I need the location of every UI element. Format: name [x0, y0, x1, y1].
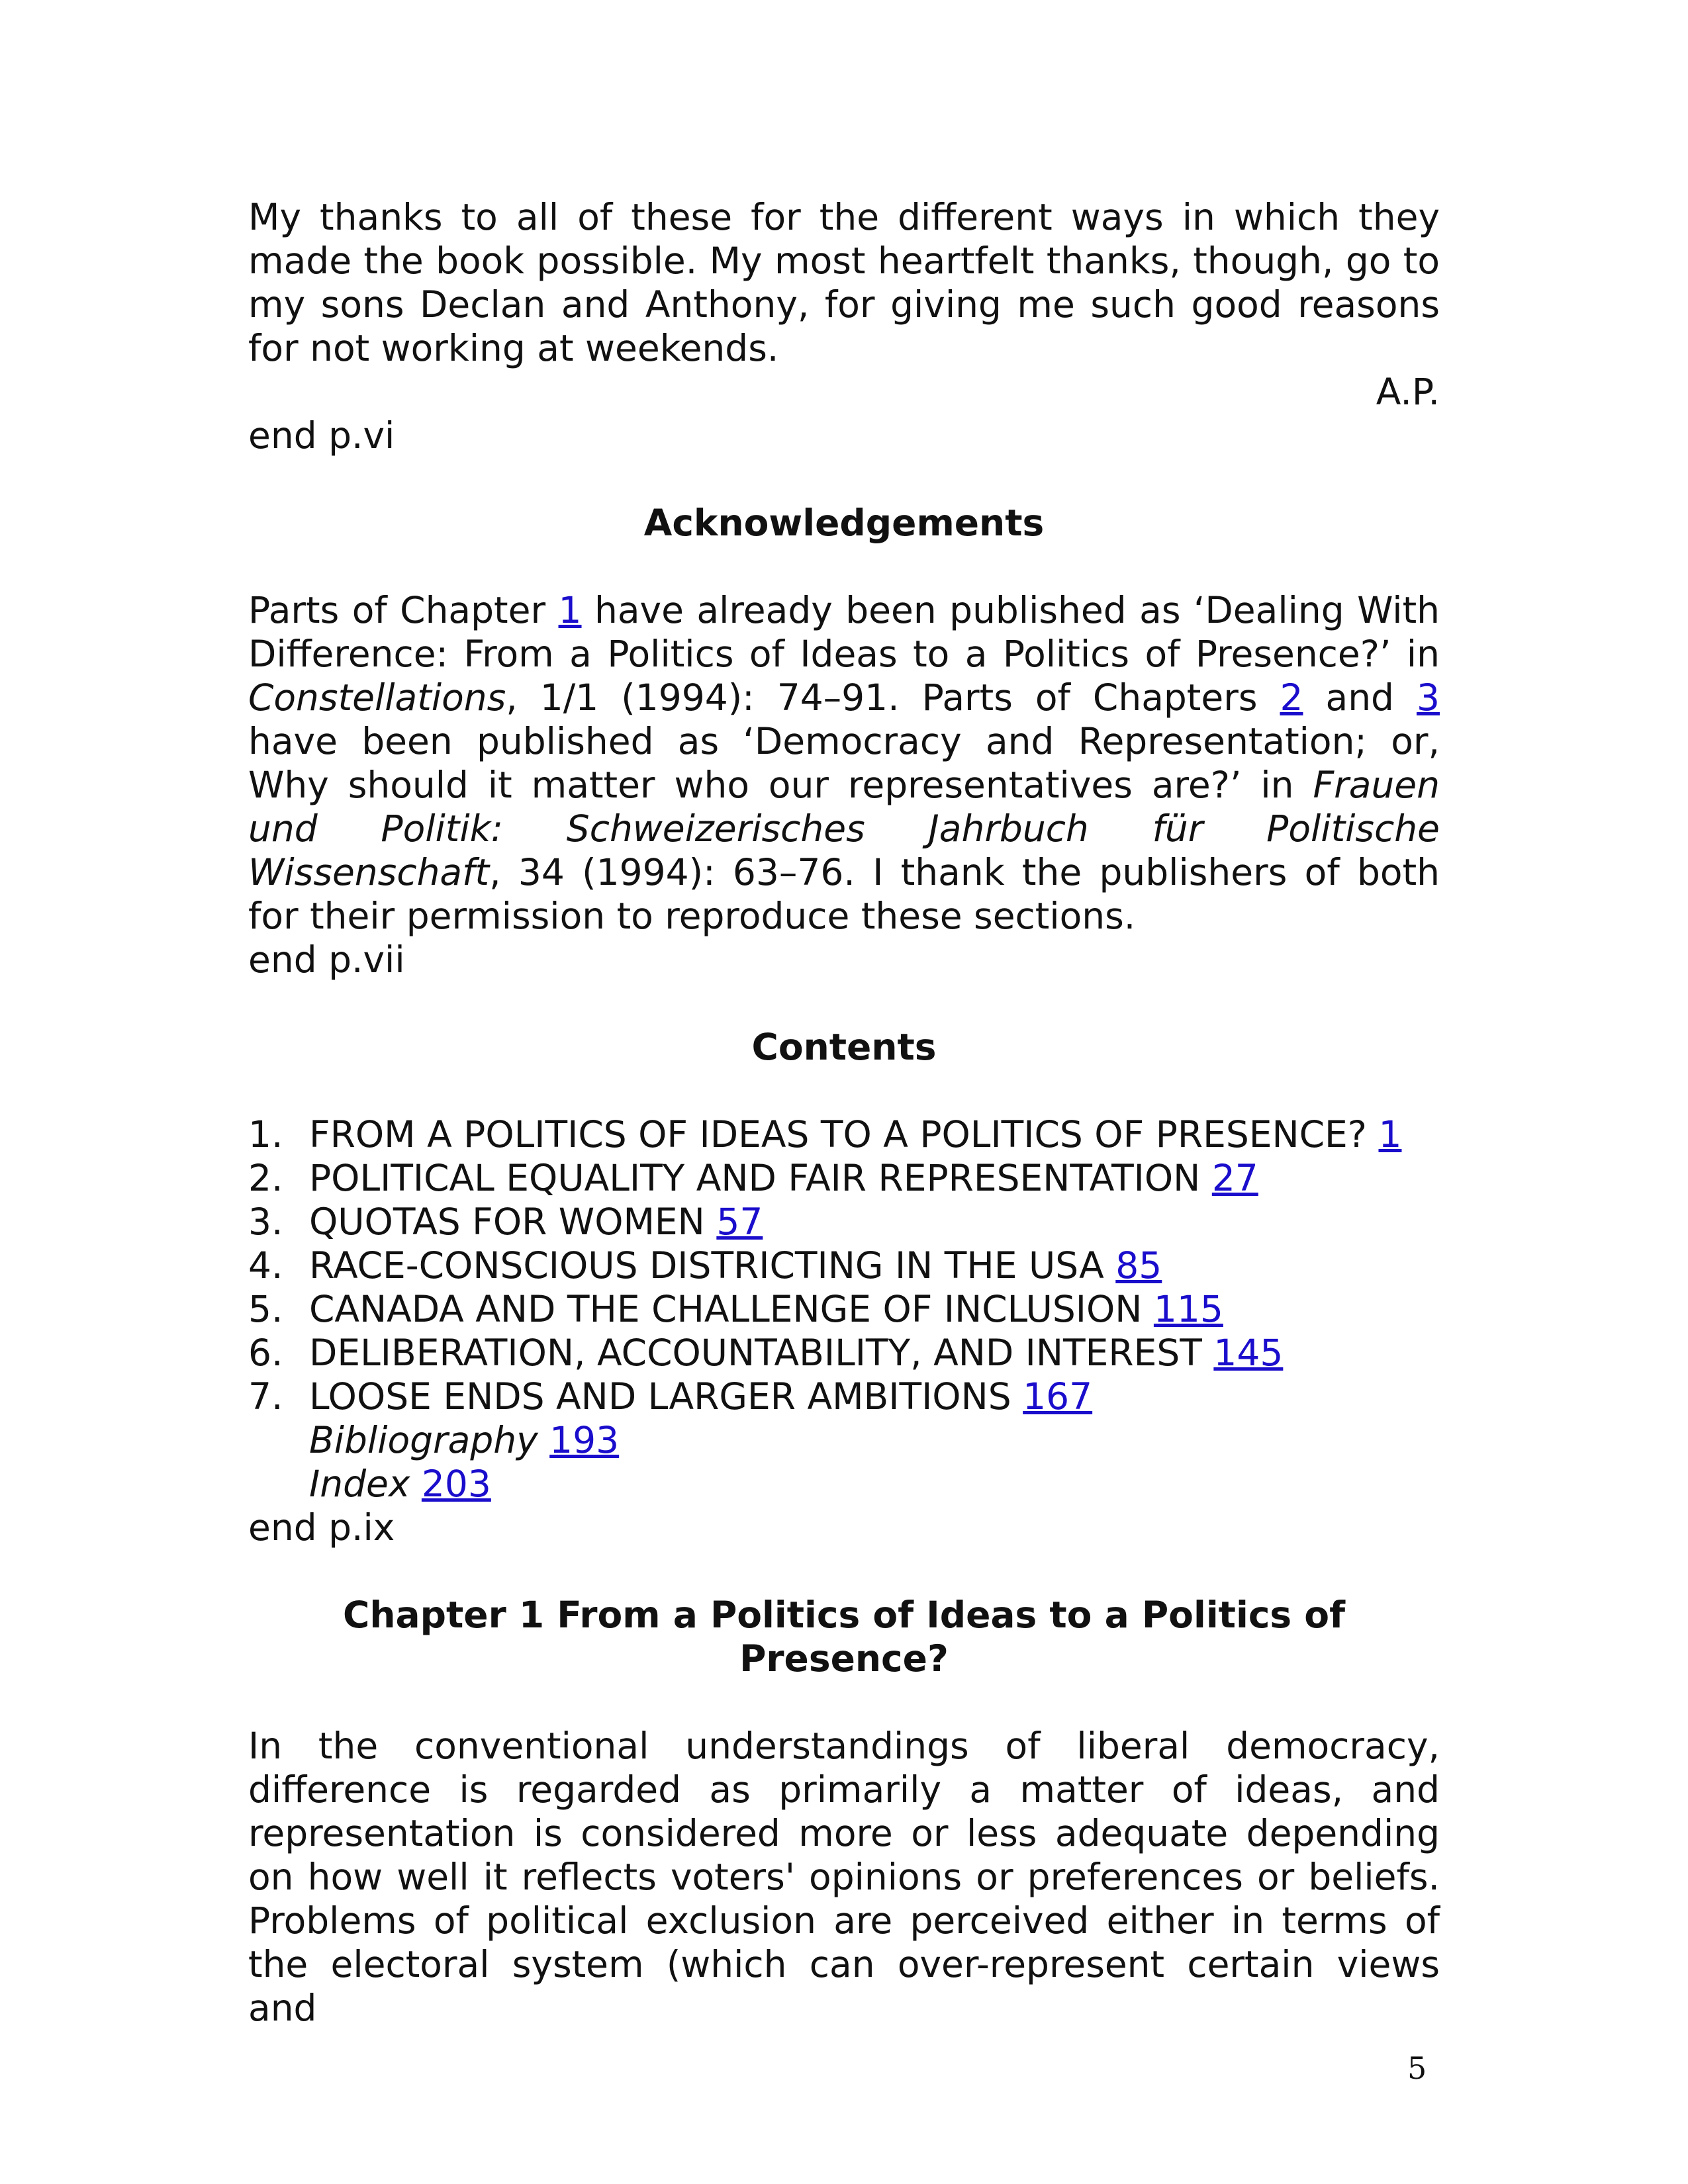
- toc-entry: [248, 1462, 1440, 1506]
- toc-entry: [248, 1200, 1440, 1244]
- contents-heading: Contents: [751, 1026, 937, 1068]
- toc-title: FROM A POLITICS OF IDEAS TO A POLITICS OF PRESENCE?: [309, 1113, 1367, 1156]
- spacer: [248, 457, 1440, 501]
- table-of-contents: [248, 1113, 1440, 1506]
- toc-entry-body: [309, 1462, 491, 1506]
- end-page-marker: end p.vi: [248, 414, 395, 457]
- toc-page-link[interactable]: 193: [549, 1419, 620, 1461]
- intro-paragraph: My thanks to all of these for the different ways in which they made the book possible. My most heartfelt thanks, though, go to my sons Declan and Anthony, for giving me such good reasons for not working at weekends.: [248, 196, 1440, 369]
- toc-number: 7.: [248, 1375, 283, 1418]
- spacer: [248, 545, 1440, 588]
- toc-title: QUOTAS FOR WOMEN: [309, 1201, 705, 1243]
- toc-number: 6.: [248, 1332, 283, 1374]
- toc-entry: [248, 1244, 1440, 1287]
- spacer: [248, 1680, 1440, 1724]
- toc-entry-body: [309, 1418, 619, 1462]
- toc-page-link[interactable]: 115: [1153, 1288, 1223, 1330]
- toc-title: DELIBERATION, ACCOUNTABILITY, AND INTEREST: [309, 1332, 1202, 1374]
- toc-page-link[interactable]: 27: [1211, 1157, 1258, 1199]
- toc-title: CANADA AND THE CHALLENGE OF INCLUSION: [309, 1288, 1143, 1330]
- toc-page-link[interactable]: 1: [1378, 1113, 1402, 1156]
- page-number: 5: [1407, 2050, 1427, 2086]
- chapter-paragraph: In the conventional understandings of liberal democracy, difference is regarded as primarily a matter of ideas, and representation is considered more or less adequate depending on how well it reflects voters' opinions or preferences or beliefs. Problems of political exclusion are perceived either in terms of the electoral system (which can over-represent certain views and: [248, 1725, 1440, 2029]
- toc-number: 2.: [248, 1157, 283, 1199]
- toc-page-link[interactable]: 203: [421, 1463, 491, 1505]
- chapter-link[interactable]: 2: [1280, 676, 1303, 719]
- toc-page-link[interactable]: 57: [716, 1201, 763, 1243]
- toc-number: [248, 1462, 309, 1506]
- chapter-heading-line: Presence?: [739, 1637, 949, 1680]
- toc-entry-body: [309, 1287, 1223, 1331]
- text-run: and: [1303, 676, 1417, 719]
- toc-entry-body: [309, 1113, 1401, 1156]
- text-run: , 34 (1994): 63–76. I thank the publishers of both for their permission to reproduce these sections.: [248, 851, 1440, 937]
- text-run: have been published as ‘Democracy and Representation; or, Why should it matter who our representatives are?’ in: [248, 720, 1440, 806]
- end-page-marker: end p.ix: [248, 1506, 395, 1549]
- toc-title: RACE-CONSCIOUS DISTRICTING IN THE USA: [309, 1244, 1104, 1287]
- chapter-link[interactable]: 1: [558, 589, 582, 631]
- journal-title: Constellations: [248, 676, 506, 719]
- toc-entry: [248, 1156, 1440, 1200]
- toc-number: 3.: [248, 1201, 283, 1243]
- toc-number: [248, 1418, 309, 1462]
- spacer: [248, 981, 1440, 1025]
- toc-entry-body: [309, 1156, 1258, 1200]
- journal-title: Frauen und Politik: Schweizerisches Jahrbuch für Politische Wissenschaft: [248, 764, 1440, 893]
- toc-entry-body: [309, 1375, 1092, 1418]
- toc-entry: [248, 1287, 1440, 1331]
- spacer: [248, 1549, 1440, 1593]
- toc-page-link[interactable]: 85: [1115, 1244, 1162, 1287]
- toc-entry: [248, 1418, 1440, 1462]
- toc-title: LOOSE ENDS AND LARGER AMBITIONS: [309, 1375, 1011, 1418]
- toc-title: Bibliography: [309, 1419, 538, 1461]
- toc-entry: [248, 1331, 1440, 1375]
- toc-page-link[interactable]: 167: [1023, 1375, 1093, 1418]
- toc-entry: [248, 1375, 1440, 1418]
- toc-entry: [248, 1113, 1440, 1156]
- toc-title: POLITICAL EQUALITY AND FAIR REPRESENTATION: [309, 1157, 1201, 1199]
- toc-number: 4.: [248, 1244, 283, 1287]
- chapter-link[interactable]: 3: [1416, 676, 1440, 719]
- acknowledgements-paragraph: [248, 588, 1440, 938]
- toc-entry-body: [309, 1200, 763, 1244]
- toc-entry-body: [309, 1331, 1283, 1375]
- chapter-heading-line: Chapter 1 From a Politics of Ideas to a Politics of: [342, 1594, 1346, 1636]
- text-run: have already been published as ‘Dealing With Difference: From a Politics of Ideas to a Politics of Presence?’ in: [248, 589, 1440, 675]
- text-run: , 1/1 (1994): 74–91. Parts of Chapters: [506, 676, 1280, 719]
- text-run: Parts of Chapter: [248, 589, 559, 631]
- document-page: [248, 195, 1440, 2030]
- chapter-heading: [248, 1593, 1440, 1680]
- toc-page-link[interactable]: 145: [1213, 1332, 1284, 1374]
- end-page-marker: end p.vii: [248, 938, 405, 981]
- toc-number: 1.: [248, 1113, 283, 1156]
- toc-number: 5.: [248, 1288, 283, 1330]
- author-initials: A.P.: [1376, 371, 1440, 413]
- toc-title: Index: [309, 1463, 410, 1505]
- toc-entry-body: [309, 1244, 1162, 1287]
- spacer: [248, 1069, 1440, 1113]
- acknowledgements-heading: Acknowledgements: [643, 502, 1045, 544]
